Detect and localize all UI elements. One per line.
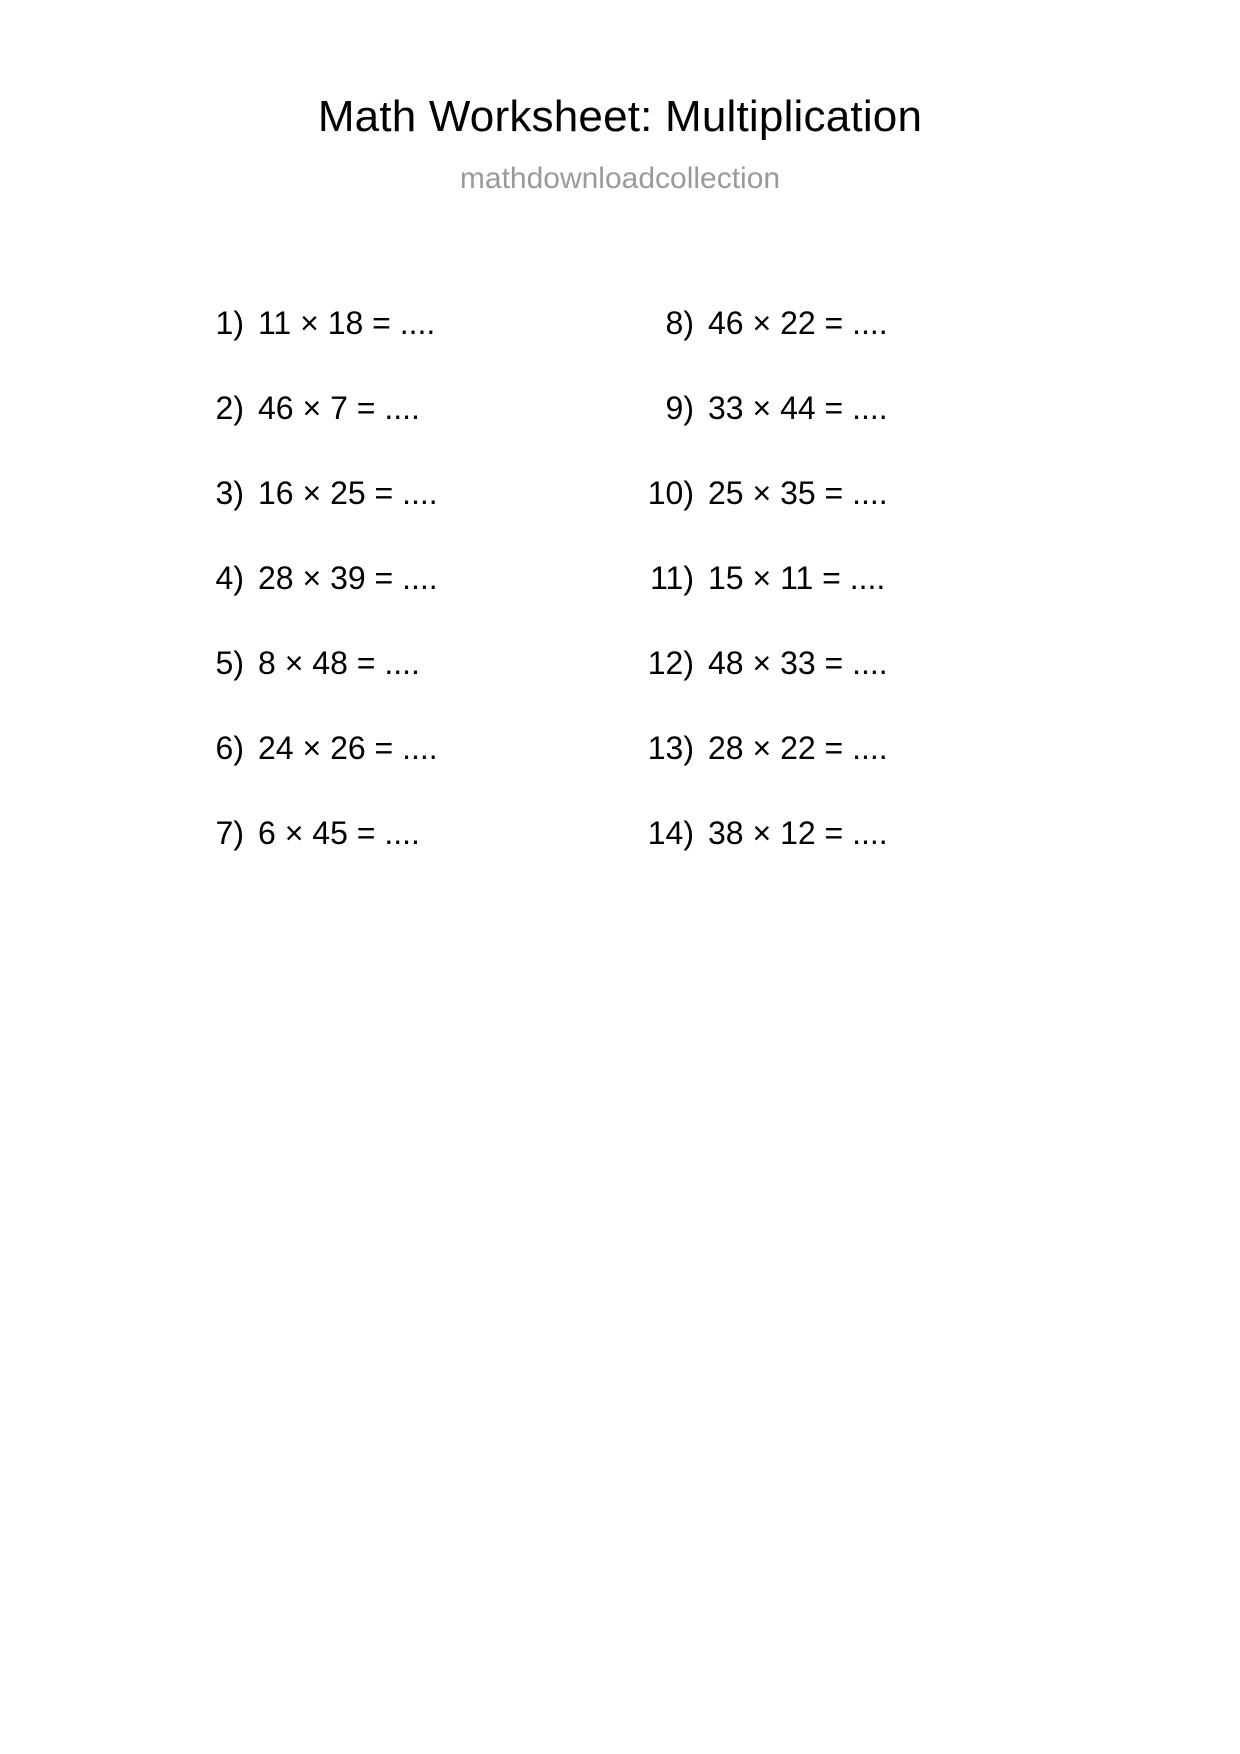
problem-item: [178, 645, 608, 730]
problem-expression: 11 × 18 = ....: [258, 305, 436, 341]
problem-expression: 16 × 25 = ....: [258, 475, 438, 511]
problem-item: [628, 390, 1058, 475]
problem-item: [178, 560, 608, 645]
problem-item: [628, 305, 1058, 390]
problem-number: 6): [215, 730, 244, 766]
problem-number: 12): [647, 645, 694, 681]
problem-item: [628, 645, 1058, 730]
problem-item: [628, 560, 1058, 645]
problem-expression: 38 × 12 = ....: [708, 815, 888, 851]
problems-column-left: [178, 305, 608, 900]
problem-number: 11): [650, 560, 694, 596]
problem-expression: 6 × 45 = ....: [258, 815, 420, 851]
problem-expression: 25 × 35 = ....: [708, 475, 888, 511]
problem-number: 14): [647, 815, 694, 851]
problem-expression: 28 × 22 = ....: [708, 730, 888, 766]
problem-expression: 8 × 48 = ....: [258, 645, 420, 681]
problem-item: [178, 305, 608, 390]
page-subtitle: mathdownloadcollection: [459, 162, 781, 195]
problem-number: 5): [215, 645, 244, 681]
problem-number: 4): [215, 560, 244, 596]
problem-number: 10): [647, 475, 694, 511]
problem-number: 1): [215, 305, 244, 341]
problem-item: [628, 730, 1058, 815]
problem-item: [178, 475, 608, 560]
problem-number: 9): [665, 390, 694, 426]
problem-item: [178, 390, 608, 475]
problem-expression: 48 × 33 = ....: [708, 645, 888, 681]
problems-column-right: [628, 305, 1058, 900]
problem-expression: 46 × 7 = ....: [258, 390, 420, 426]
problem-number: 8): [665, 305, 694, 341]
problem-expression: 46 × 22 = ....: [708, 305, 888, 341]
problem-item: [178, 730, 608, 815]
problem-number: 7): [215, 815, 244, 851]
page-title: Math Worksheet: Multiplication: [317, 92, 923, 141]
problem-number: 2): [215, 390, 244, 426]
problem-expression: 28 × 39 = ....: [258, 560, 438, 596]
problem-item: [628, 815, 1058, 900]
problem-expression: 24 × 26 = ....: [258, 730, 438, 766]
problem-number: 13): [647, 730, 694, 766]
problem-item: [628, 475, 1058, 560]
problem-number: 3): [215, 475, 244, 511]
problem-expression: 15 × 11 = ....: [708, 560, 886, 596]
problem-item: [178, 815, 608, 900]
problem-expression: 33 × 44 = ....: [708, 390, 888, 426]
